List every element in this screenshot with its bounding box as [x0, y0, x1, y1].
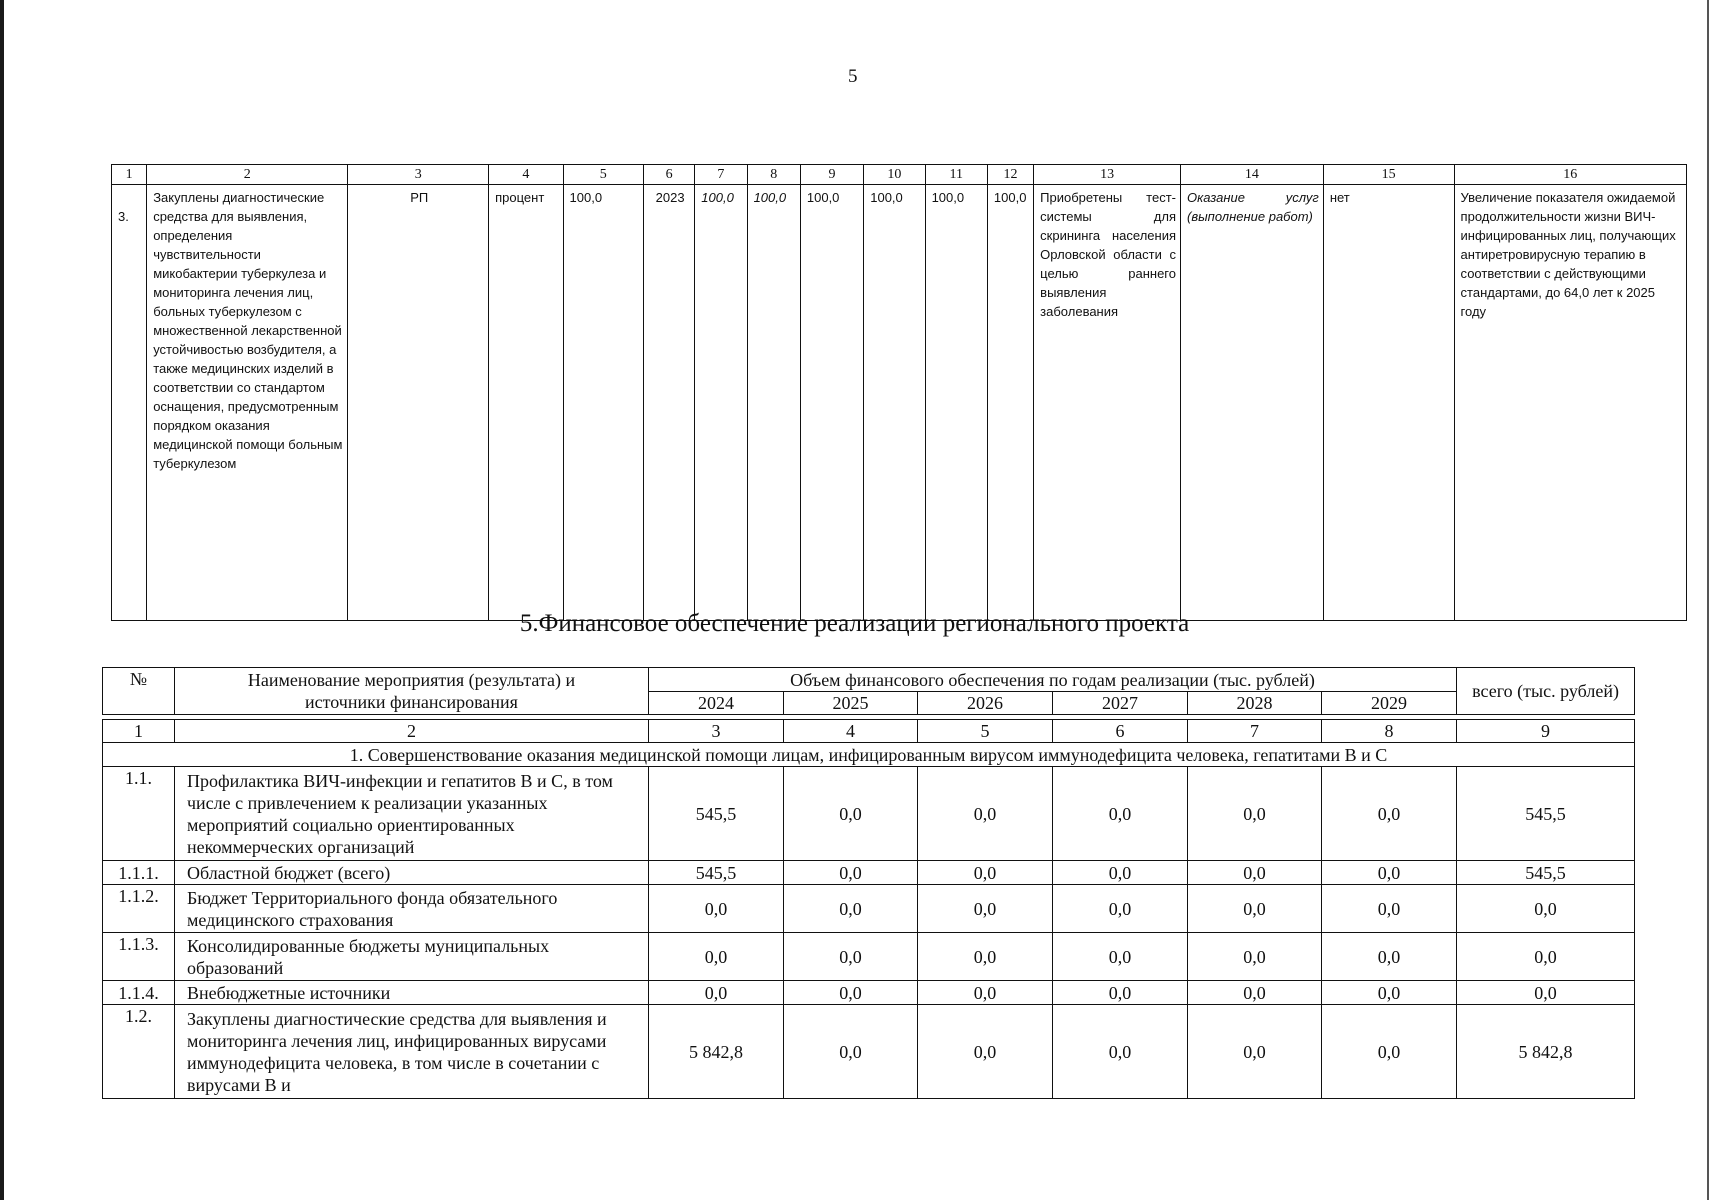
result-name: Закуплены диагностические средства для выявления, определения чувствительности микобактерии туберкулеза и мониторинга лечения лиц, больных туберкулезом с множественной лекарственной устойчивостью возбудителя, а также медицинских изделий в соответствии со стандартом оснащения, предусмотренным порядком оказания медицинской помощи больным туберкулезом [147, 185, 348, 621]
year-header: 2026 [918, 692, 1053, 715]
fin-value: 0,0 [784, 861, 918, 885]
fin-row-num: 1.1. [103, 767, 175, 861]
fin-value: 0,0 [1322, 1005, 1457, 1099]
fin-row-num: 1.1.3. [103, 933, 175, 981]
fin-header-num: № [103, 668, 175, 715]
fin-header-row-1 [103, 668, 1635, 692]
fin-value: 0,0 [918, 767, 1053, 861]
col-number: 16 [1454, 165, 1686, 185]
col-number: 9 [800, 165, 863, 185]
fin-value: 0,0 [918, 861, 1053, 885]
col-number: 14 [1181, 165, 1324, 185]
col-number: 13 [1034, 165, 1181, 185]
fin-value: 0,0 [1322, 861, 1457, 885]
value-col-10: 100,0 [864, 185, 925, 621]
fin-total: 545,5 [1457, 861, 1635, 885]
fin-value: 0,0 [784, 981, 918, 1005]
fin-value: 0,0 [1053, 933, 1188, 981]
fin-row [103, 981, 1635, 1005]
fin-row-num: 1.1.1. [103, 861, 175, 885]
fin-row-name: Бюджет Территориального фонда обязательного медицинского страхования [175, 885, 649, 933]
year-header: 2027 [1053, 692, 1188, 715]
fin-value: 0,0 [784, 885, 918, 933]
fin-value: 0,0 [784, 1005, 918, 1099]
fin-row [103, 933, 1635, 981]
fin-value: 0,0 [1322, 885, 1457, 933]
section-heading: 1. Совершенствование оказания медицинской помощи лицам, инфицированным вирусом иммунодефицита человека, гепатитами В и С [103, 743, 1635, 767]
fin-value: 0,0 [784, 767, 918, 861]
col-number: 7 [1188, 720, 1322, 743]
fin-value: 0,0 [1188, 885, 1322, 933]
fin-row [103, 861, 1635, 885]
fin-value: 0,0 [1188, 981, 1322, 1005]
value-col-11: 100,0 [925, 185, 987, 621]
fin-value: 0,0 [1053, 861, 1188, 885]
indicators-table [111, 164, 1687, 621]
fin-value: 0,0 [1053, 767, 1188, 861]
fin-value: 0,0 [918, 1005, 1053, 1099]
col-number: 3 [348, 165, 489, 185]
fin-column-numbers [103, 720, 1635, 743]
base-value: 100,0 [563, 185, 643, 621]
scan-left-edge [0, 0, 4, 1200]
col-number: 4 [784, 720, 918, 743]
level: РП [348, 185, 489, 621]
fin-value: 0,0 [1053, 981, 1188, 1005]
col-number: 6 [644, 165, 695, 185]
col-number: 5 [918, 720, 1053, 743]
section-title: 5.Финансовое обеспечение реализации регионального проекта [519, 610, 1190, 637]
fin-value: 0,0 [649, 981, 784, 1005]
col-number: 8 [747, 165, 800, 185]
fin-value: 0,0 [1053, 885, 1188, 933]
indicators-column-numbers [112, 165, 1687, 185]
col-number: 7 [695, 165, 747, 185]
fin-value: 0,0 [1322, 767, 1457, 861]
fin-row-name: Профилактика ВИЧ-инфекции и гепатитов В и С, в том числе с привлечением к реализации указанных мероприятий социально ориентированных некоммерческих организаций [175, 767, 649, 861]
fin-row-name: Областной бюджет (всего) [175, 861, 649, 885]
fin-value: 0,0 [649, 933, 784, 981]
col-number: 9 [1457, 720, 1635, 743]
col-number: 5 [563, 165, 643, 185]
fin-row-name: Консолидированные бюджеты муниципальных образований [175, 933, 649, 981]
col-number: 15 [1323, 165, 1454, 185]
col-number: 2 [175, 720, 649, 743]
col-number: 3 [649, 720, 784, 743]
financing-table [102, 667, 1635, 1099]
col-number: 2 [147, 165, 348, 185]
fin-header-volume: Объем финансового обеспечения по годам реализации (тыс. рублей) [649, 668, 1457, 692]
col-number: 1 [103, 720, 175, 743]
col-number: 8 [1322, 720, 1457, 743]
fin-value: 5 842,8 [649, 1005, 784, 1099]
fin-total: 5 842,8 [1457, 1005, 1635, 1099]
fin-value: 0,0 [1188, 767, 1322, 861]
col-number: 4 [489, 165, 563, 185]
fin-value: 0,0 [1188, 1005, 1322, 1099]
col-number: 10 [864, 165, 925, 185]
indicator-row [112, 185, 1687, 621]
value-col-7: 100,0 [695, 185, 747, 621]
fin-row-num: 1.2. [103, 1005, 175, 1099]
year-header: 2029 [1322, 692, 1457, 715]
fin-value: 0,0 [918, 933, 1053, 981]
fin-row-name: Внебюджетные источники [175, 981, 649, 1005]
col-15-value: нет [1323, 185, 1454, 621]
row-number: 3. [112, 185, 147, 621]
fin-value: 0,0 [784, 933, 918, 981]
fin-value: 0,0 [1053, 1005, 1188, 1099]
fin-header-total: всего (тыс. рублей) [1457, 668, 1635, 715]
fin-value: 545,5 [649, 861, 784, 885]
fin-total: 545,5 [1457, 767, 1635, 861]
page-number: 5 [848, 66, 858, 87]
fin-value: 0,0 [918, 885, 1053, 933]
fin-value: 0,0 [1188, 933, 1322, 981]
col-number: 12 [987, 165, 1033, 185]
result-characteristic: Приобретены тест-системы для скрининга населения Орловской области с целью раннего выявления заболевания [1034, 185, 1181, 621]
base-year: 2023 [644, 185, 695, 621]
fin-total: 0,0 [1457, 885, 1635, 933]
col-number: 1 [112, 165, 147, 185]
unit: процент [489, 185, 563, 621]
fin-row-num: 1.1.4. [103, 981, 175, 1005]
result-type: Оказание услуг (выполнение работ) [1181, 185, 1324, 621]
fin-header-name: Наименование мероприятия (результата) и источники финансирования [175, 668, 649, 715]
fin-row [103, 767, 1635, 861]
fin-value: 545,5 [649, 767, 784, 861]
indicator-effect: Увеличение показателя ожидаемой продолжительности жизни ВИЧ-инфицированных лиц, получающих антиретровирусную терапию в соответствии с действующими стандартами, до 64,0 лет к 2025 году [1454, 185, 1686, 621]
col-number: 6 [1053, 720, 1188, 743]
fin-value: 0,0 [1322, 981, 1457, 1005]
value-col-12: 100,0 [987, 185, 1033, 621]
col-number: 11 [925, 165, 987, 185]
fin-row-num: 1.1.2. [103, 885, 175, 933]
value-col-8: 100,0 [747, 185, 800, 621]
fin-value: 0,0 [1188, 861, 1322, 885]
year-header: 2028 [1188, 692, 1322, 715]
fin-total: 0,0 [1457, 981, 1635, 1005]
fin-value: 0,0 [649, 885, 784, 933]
year-header: 2024 [649, 692, 784, 715]
fin-value: 0,0 [1322, 933, 1457, 981]
fin-row [103, 1005, 1635, 1099]
fin-total: 0,0 [1457, 933, 1635, 981]
fin-row [103, 885, 1635, 933]
fin-section-row [103, 743, 1635, 767]
year-header: 2025 [784, 692, 918, 715]
value-col-9: 100,0 [800, 185, 863, 621]
fin-value: 0,0 [918, 981, 1053, 1005]
fin-row-name: Закуплены диагностические средства для выявления и мониторинга лечения лиц, инфицированных вирусами иммунодефицита человека, в том числе в сочетании с вирусами В и [175, 1005, 649, 1099]
